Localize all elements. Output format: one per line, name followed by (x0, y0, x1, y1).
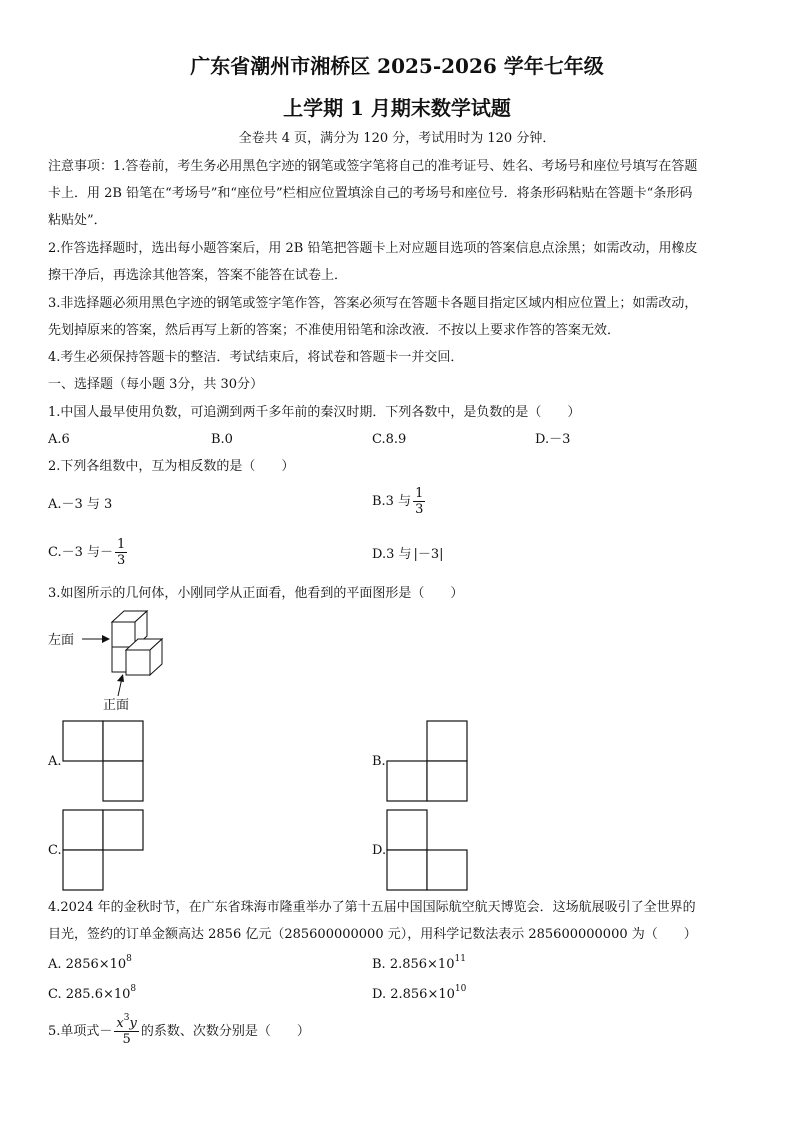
exponent: 3 (123, 1013, 130, 1023)
q2-option-c-fraction (115, 537, 127, 568)
exam-subtitle: 全卷共 4 页，满分为 120 分，考试用时为 120 分钟． (238, 131, 556, 146)
left-side-label: 左面 (48, 633, 75, 648)
q4-option-c (48, 986, 136, 1004)
q4-stem-line-1: 4.2024 年的金秋时节，在广东省珠海市隆重举办了第十五届中国国际航空航天博览会．这场航展吸引了全世界的 (48, 900, 696, 915)
q3-option-c-figure (62, 809, 144, 891)
note-1-line-2: 卡上．用 2B 铅笔在“考场号”和“座位号”栏相应位置填涂自己的考场号和座位号．将条形码粘贴在答题卡“条形码 (48, 186, 693, 201)
q3-option-d-figure (386, 809, 468, 891)
fraction-numerator (114, 1013, 138, 1032)
note-3-line-1: 3.非选择题必须用黑色字迹的钢笔或签字笔作答，答案必须写在答题卡各题目指定区域内相应位置上；如需改动， (48, 296, 698, 311)
q5-suffix: 的系数、次数分别是（ ） (140, 1024, 310, 1039)
q4-option-b (372, 956, 466, 974)
q2-option-c-prefix: C.－3 与－ (48, 545, 114, 560)
q2-option-b-fraction (413, 486, 425, 517)
exam-title-line2: 上学期 1 月期末数学试题 (283, 96, 511, 120)
q4-option-a-base: A. 2856×10 (48, 957, 127, 972)
note-2-line-2: 擦干净后，再选涂其他答案，答案不能答在试卷上． (48, 268, 348, 283)
fraction-denominator: 3 (117, 553, 126, 568)
q4-option-d-exponent: 10 (454, 984, 467, 994)
q3-option-c-label: C. (48, 843, 62, 858)
exam-title-line1: 广东省潮州市湘桥区 2025-2026 学年七年级 (190, 54, 604, 78)
q3-option-d-label: D. (372, 843, 387, 858)
q3-option-a-label: A. (48, 754, 62, 769)
q5-monomial-fraction (114, 1013, 138, 1047)
q2-stem: 2.下列各组数中，互为相反数的是（ ） (48, 459, 295, 474)
q2-option-c (48, 537, 129, 568)
fraction-numerator: 1 (415, 486, 424, 501)
q1-option-a: A.6 (48, 432, 70, 447)
q2-option-d-absolute-value: |－3| (413, 547, 444, 562)
note-4: 4.考生必须保持答题卡的整洁．考试结束后，将试卷和答题卡一并交回． (48, 350, 464, 365)
q4-option-c-base: C. 285.6×10 (48, 987, 131, 1002)
q1-stem: 1.中国人最早使用负数，可追溯到两千多年前的秦汉时期．下列各数中，是负数的是（ ） (48, 405, 581, 420)
q4-stem-line-2: 目光，签约的订单金额高达 2856 亿元（285600000000 元），用科学记数法表示 285600000000 为（ ） (48, 927, 697, 942)
q4-option-b-base: B. 2.856×10 (372, 957, 455, 972)
variable-y: y (129, 1016, 137, 1031)
q5-stem (48, 1013, 310, 1047)
note-1-line-3: 粘贴处”． (48, 213, 107, 228)
q3-option-a-figure (62, 720, 144, 802)
q4-option-c-exponent: 8 (130, 984, 137, 994)
q4-option-b-exponent: 11 (454, 954, 466, 964)
fraction-denominator: 5 (122, 1032, 131, 1047)
q5-prefix: 5.单项式－ (48, 1024, 113, 1039)
q2-option-d-prefix: D.3 与 (372, 547, 412, 562)
q2-option-b-prefix: B.3 与 (372, 494, 412, 509)
q1-option-b: B.0 (211, 432, 233, 447)
q2-option-a: A.－3 与 3 (48, 497, 113, 512)
section-heading: 一、选择题（每小题 3分，共 30分） (48, 377, 264, 392)
variable-x: x (116, 1016, 124, 1031)
note-3-line-2: 先划掉原来的答案，然后再写上新的答案；不准使用铅笔和涂改液．不按以上要求作答的答案无效． (48, 323, 621, 338)
front-side-label: 正面 (103, 698, 130, 713)
note-2-line-1: 2.作答选择题时，选出每小题答案后，用 2B 铅笔把答题卡上对应题目选项的答案信息点涂黑；如需改动，用橡皮 (48, 241, 698, 256)
q2-option-b (372, 486, 427, 517)
note-1-line-1: 注意事项：1.答卷前，考生务必用黑色字迹的钢笔或签字笔将自己的准考证号、姓名、考场号和座位号填写在答题 (48, 159, 698, 174)
q4-option-d (372, 986, 466, 1004)
geometric-solid-figure (76, 608, 186, 718)
q3-stem: 3.如图所示的几何体，小刚同学从正面看，他看到的平面图形是（ ） (48, 586, 464, 601)
q1-option-d: D.－3 (535, 432, 571, 447)
q4-option-d-base: D. 2.856×10 (372, 987, 455, 1002)
q2-option-d (372, 546, 444, 564)
q4-option-a-exponent: 8 (126, 954, 132, 964)
fraction-numerator: 1 (117, 537, 126, 552)
q4-option-a (48, 956, 132, 974)
q1-option-c: C.8.9 (372, 432, 407, 447)
fraction-denominator: 3 (415, 502, 424, 517)
q3-option-b-figure (386, 720, 468, 802)
q3-option-b-label: B. (372, 754, 386, 769)
